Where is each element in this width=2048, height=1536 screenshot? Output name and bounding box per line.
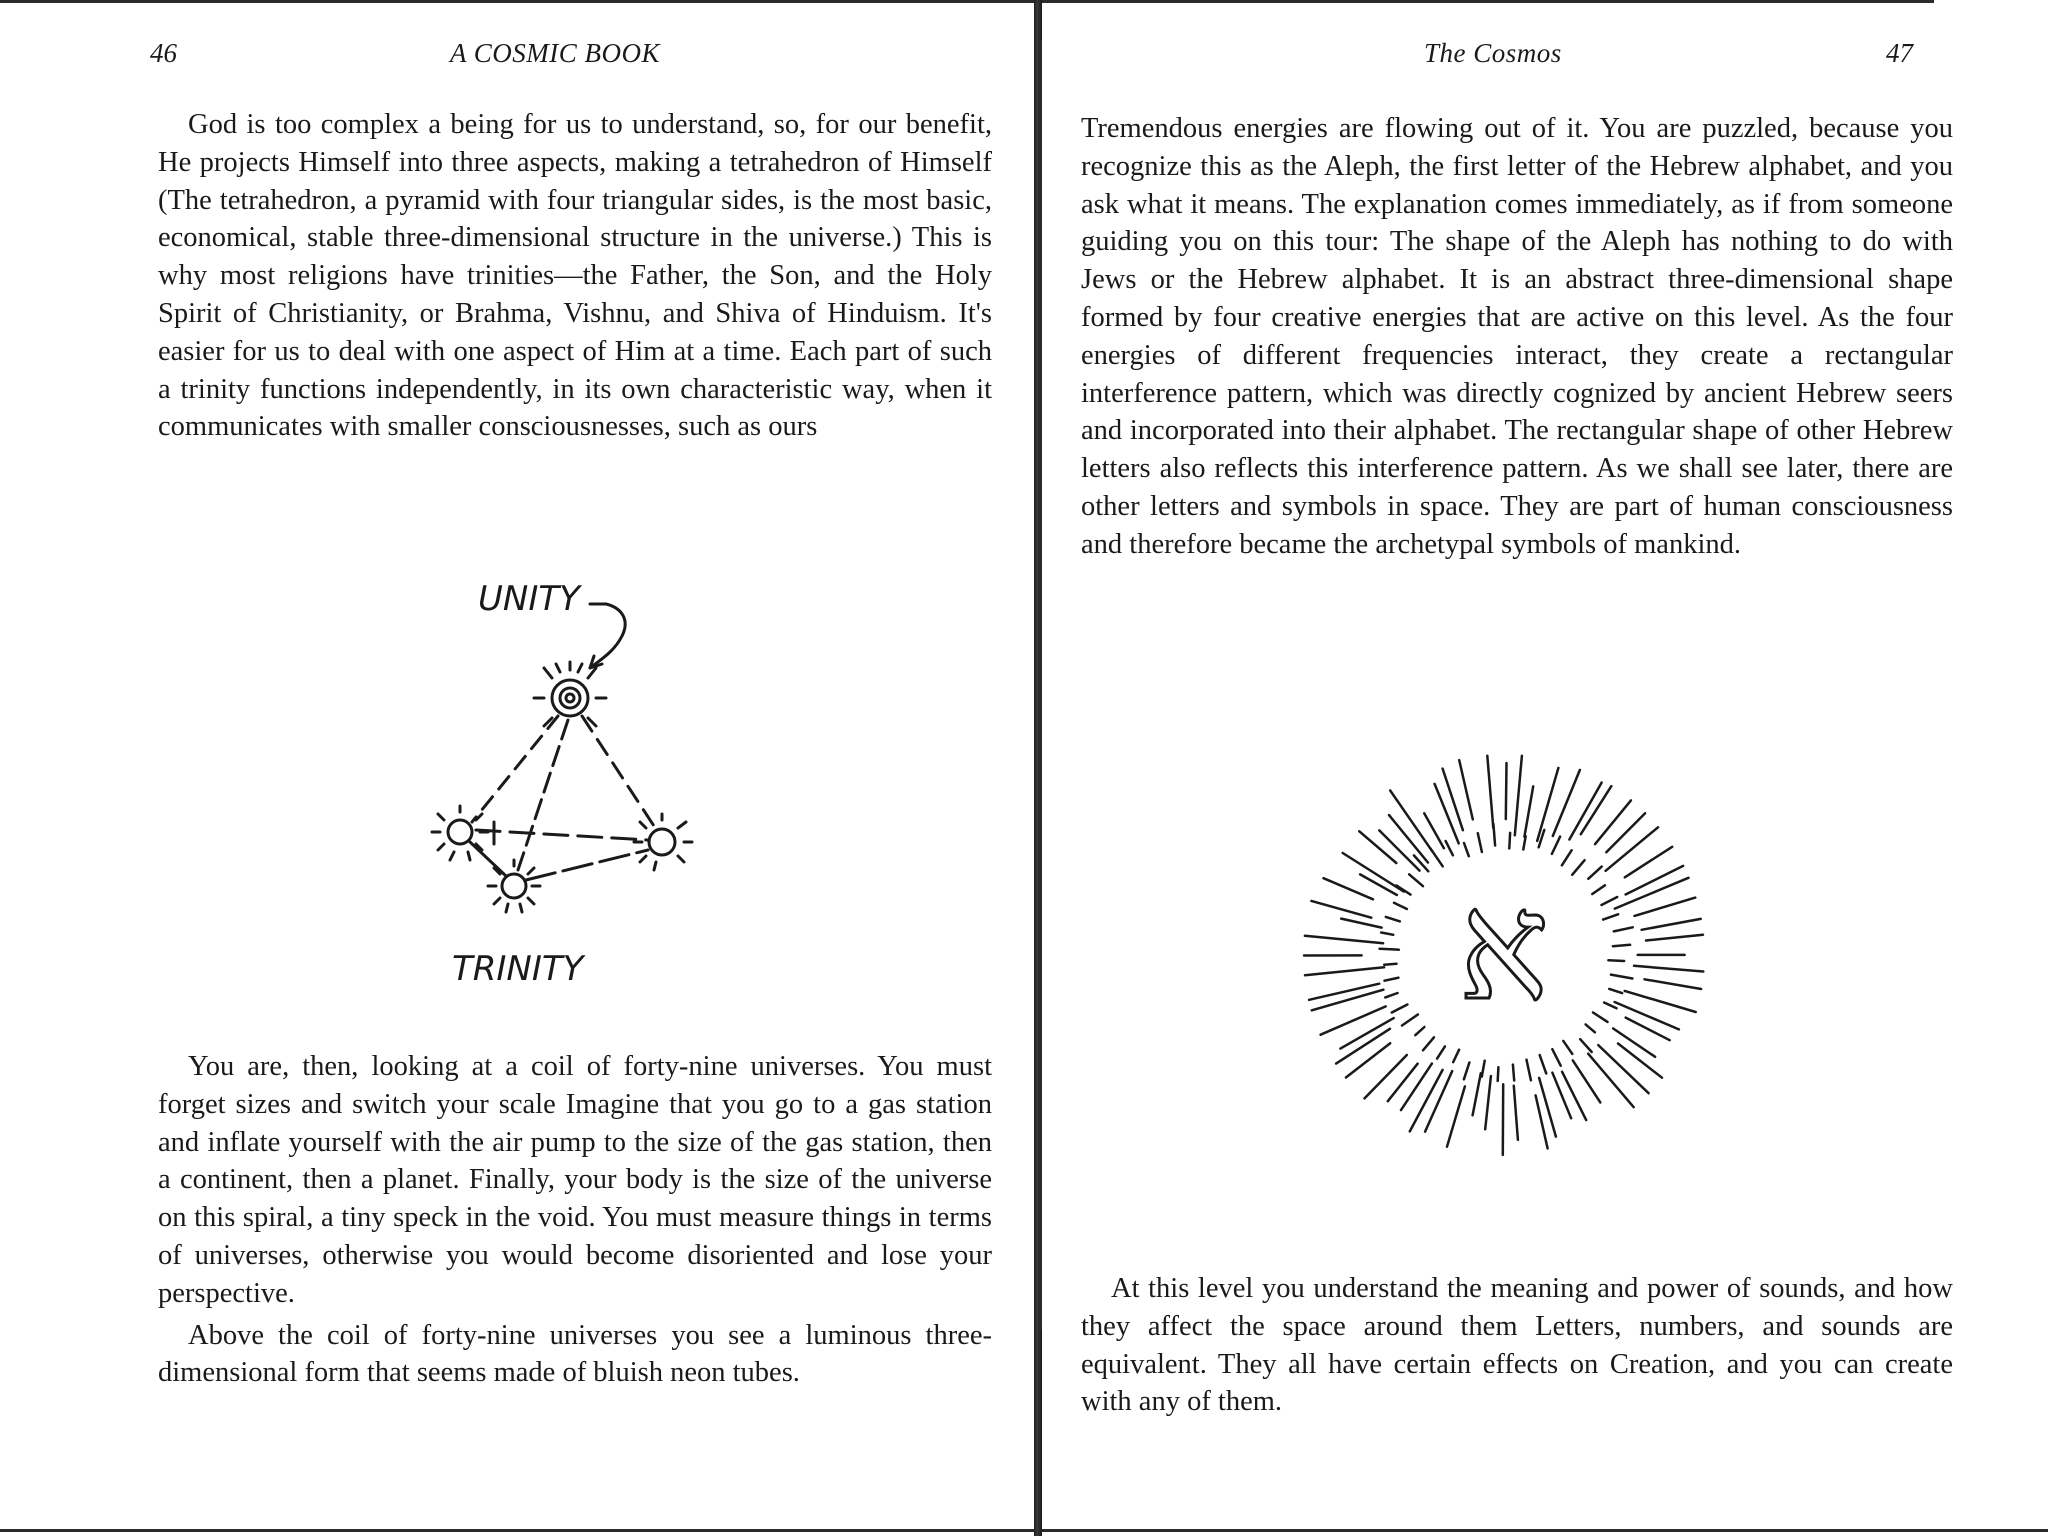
unity-label: UNITY [478,579,580,619]
energy-ray [1311,901,1371,918]
right-sun-icon [634,814,692,870]
paragraph: Above the coil of forty-nine universes you see a luminous three-dimensional form that seems made of bluish neon tubes. [158,1319,992,1389]
energy-ray [1305,967,1384,975]
energy-ray [1615,1002,1679,1029]
inner-ray [1562,850,1572,865]
inner-ray [1592,885,1605,894]
energy-ray [1595,800,1631,844]
inner-ray [1437,1046,1445,1058]
energy-ray [1401,1064,1432,1111]
inner-ray [1609,989,1622,993]
inner-ray [1540,1055,1547,1073]
paragraph: Tremendous energies are flowing out of it. You are puzzled, because you recognize this as the Aleph, the first letter of the Hebrew alphabet, and you ask what it means. The explanation comes immediately, as if from someone guiding you on this tour: The shape of the Aleph has nothing to do with Jews or the Hebrew alphabet. It is an abstract three-dimensional shape formed by four creative energies that are active on this level. As the four energies of different frequencies interact, they create a rectangular interference pattern, which was directly cognized by ancient Hebrew seers and incorporated into their alphabet. The rectangular shape of other Hebrew letters also reflects this interference pattern. As we shall see later, there are other letters and symbols in space. They are part of human consciousness and therefore became the archetypal symbols of mankind. [1081,113,1953,560]
inner-ray [1580,1039,1592,1052]
energy-ray [1606,813,1645,852]
page-number: 46 [150,38,177,68]
energy-ray [1389,815,1428,862]
energy-ray [1635,898,1696,916]
inner-ray [1446,841,1453,855]
inner-ray [1402,1015,1418,1026]
inner-ray [1523,836,1525,849]
paragraph: You are, then, looking at a coil of forty-nine universes. You must forget sizes and switch your scale Imagine that you go to a gas station and inflate yourself with the air pump to the size of the gas station, then a continent, then a planet. Finally, your body is the size of the universe on this spiral, a tiny speck in the void. You must measure things in terms of universes, otherwise you would become disoriented and lose your perspective. [158,1051,992,1309]
inner-ray [1608,960,1624,961]
text-block-bottom [158,1048,992,1392]
energy-ray [1447,1086,1465,1146]
energy-ray [1645,979,1702,989]
energy-ray [1562,1072,1586,1120]
energy-ray [1341,919,1381,928]
energy-ray [1343,853,1404,892]
trinity-figure [410,560,740,1000]
inner-ray [1603,914,1618,919]
energy-ray [1425,1071,1452,1132]
energy-ray [1606,827,1658,871]
energy-ray [1365,1055,1407,1098]
inner-ray [1552,837,1560,854]
inner-ray [1431,849,1443,867]
inner-ray [1423,1037,1434,1050]
energy-ray [1379,830,1419,870]
energy-ray [1598,1045,1648,1093]
inner-ray [1602,897,1618,905]
page-number: 47 [1886,38,1913,68]
inner-ray [1386,917,1400,922]
inner-ray [1385,993,1397,997]
energy-ray [1539,1078,1556,1137]
text-block-top [158,106,992,446]
energy-ray [1485,1076,1491,1129]
inner-ray [1392,1005,1408,1013]
energy-ray [1524,786,1533,836]
energy-ray [1443,769,1463,831]
energy-ray [1305,936,1383,944]
right-page [1036,0,2048,1536]
energy-ray [1324,878,1374,899]
energy-ray [1309,984,1379,1000]
inner-ray [1385,978,1399,981]
inner-ray [1611,975,1633,979]
inner-ray [1563,1041,1572,1054]
energy-ray [1459,760,1473,819]
text-block-top [1081,110,1953,564]
inner-ray [1415,1027,1424,1035]
energy-ray [1573,1060,1601,1102]
inner-ray [1482,1061,1485,1077]
energy-ray [1618,1044,1662,1078]
running-head: A COSMIC BOOK [450,38,661,68]
energy-ray [1515,756,1522,836]
energy-ray [1473,1073,1481,1115]
inner-ray [1453,1050,1459,1062]
inner-ray [1409,874,1423,886]
aleph-figure [1286,750,1726,1170]
energy-ray [1359,831,1396,863]
inner-ray [1552,1049,1560,1066]
inner-ray [1527,1060,1531,1081]
inner-ray [1381,933,1393,935]
inner-ray [1509,833,1510,849]
running-head: The Cosmos [1424,38,1562,68]
inner-ray [1572,860,1584,875]
text-block-bottom [1081,1270,1953,1421]
inner-ray [1588,867,1601,879]
tetrahedron-sketch-icon [410,560,740,1000]
inner-ray [1586,1024,1595,1032]
energy-ray [1514,1086,1518,1140]
energy-ray [1646,935,1703,941]
energy-ray [1626,1018,1670,1041]
inner-ray [1464,843,1469,856]
aleph-radiance-icon [1286,750,1726,1170]
energy-ray [1625,847,1672,878]
inner-ray [1593,1013,1608,1022]
aleph-glyph: א [1458,860,1550,1034]
inner-ray [1513,1065,1514,1081]
energy-ray [1487,756,1493,828]
energy-ray [1346,1043,1390,1077]
inner-ray [1498,1067,1499,1081]
energy-ray [1435,784,1459,844]
energy-ray [1506,763,1507,819]
energy-ray [1588,1054,1634,1108]
paragraph: At this level you understand the meaning and power of sounds, and how they affect the space around them Letters, numbers, and sounds are equivalent. They all have certain effects on Creation, and you can create with any of them. [1081,1273,1953,1418]
energy-ray [1642,919,1701,930]
energy-ray [1312,990,1384,1011]
unity-sun-icon [534,662,606,726]
energy-ray [1552,1073,1571,1119]
energy-ray [1634,966,1703,972]
inner-ray [1384,964,1396,965]
inner-ray [1464,1063,1470,1080]
inner-ray [1614,927,1633,931]
inner-ray [1396,885,1410,894]
energy-ray [1613,1029,1655,1057]
energy-ray [1625,991,1696,1012]
inner-ray [1394,903,1407,909]
energy-ray [1321,1006,1386,1034]
inner-ray [1380,949,1399,950]
inner-ray [1613,945,1630,946]
trinity-label: TRINITY [452,949,584,989]
inner-ray [1493,824,1495,846]
inner-ray [1478,833,1482,852]
paragraph: God is too complex a being for us to understand, so, for our benefit, He projects Himself into three aspects, making a tetrahedron of Himself (The tetrahedron, a pyramid with four triangular sides, is the most basic, economical, stable three-dimensional structure in the universe.) This is why most religions have trinities—the Father, the Son, and the Holy Spirit of Christianity, or Brahma, Vishnu, and Shiva of Hinduism. It's easier for us to deal with one aspect of Him at a time. Each part of such a trinity functions independently, in its own characteristic way, when it communicates with smaller consciousnesses, such as ours [158,109,992,443]
